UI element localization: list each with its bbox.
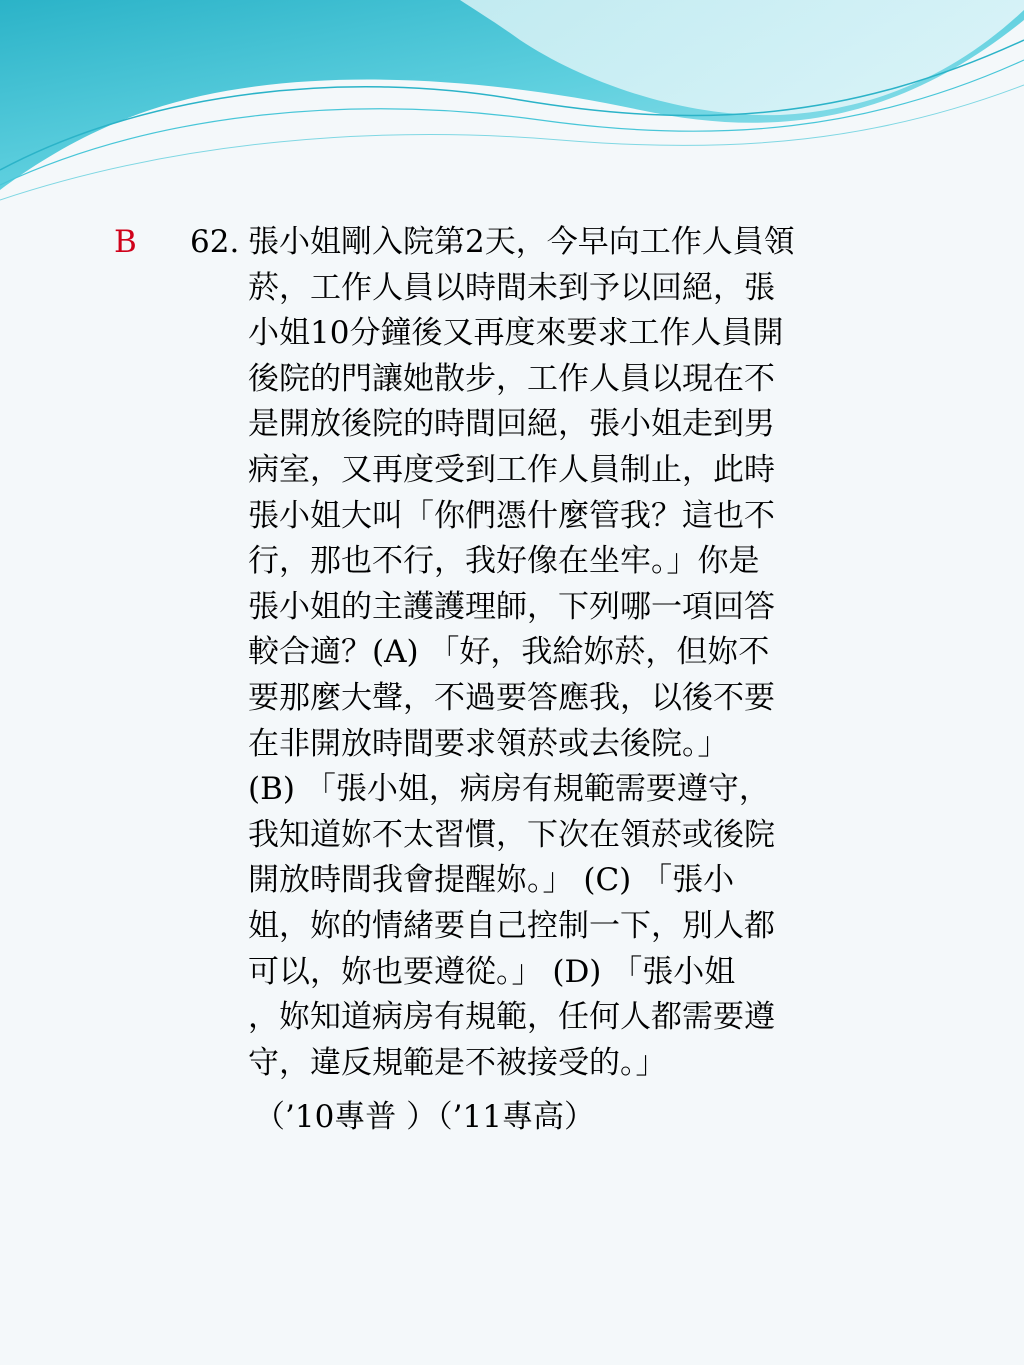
question-text xyxy=(248,222,928,1088)
decorative-wave-header xyxy=(0,0,1024,230)
question-line: 菸，工作人員以時間未到予以回絕，張 xyxy=(248,269,775,306)
question-line: 姐，妳的情緒要自己控制一下，別人都 xyxy=(248,907,775,944)
question-line: 開放時間我會提醒妳。」 (C) 「張小 xyxy=(248,862,735,899)
question-line: 可以，妳也要遵從。」 (D) 「張小姐 xyxy=(248,953,736,990)
question-line: 張小姐剛入院第2天，今早向工作人員領 xyxy=(248,224,795,260)
question-line: 在非開放時間要求領菸或去後院。」 xyxy=(248,725,729,762)
question-number: 62. xyxy=(190,224,240,260)
question-line: 小姐10分鐘後又再度來要求工作人員開 xyxy=(248,315,784,352)
question-line: 較合適？(A) 「好，我給妳菸，但妳不 xyxy=(248,634,770,671)
question-line: 是開放後院的時間回絕，張小姐走到男 xyxy=(248,406,775,443)
question-line: 張小姐大叫「你們憑什麼管我？這也不 xyxy=(248,497,775,534)
question-line: ，妳知道病房有規範，任何人都需要遵 xyxy=(248,999,775,1036)
question-line: 守，違反規範是不被接受的。」 xyxy=(248,1044,667,1081)
question-line: 行，那也不行，我好像在坐牢。」你是 xyxy=(248,543,760,580)
question-line: 張小姐的主護護理師，下列哪一項回答 xyxy=(248,588,775,625)
question-line: 我知道妳不太習慣，下次在領菸或後院 xyxy=(248,816,775,853)
question-line: 要那麼大聲，不過要答應我，以後不要 xyxy=(248,679,775,716)
question-line: 後院的門讓她散步，工作人員以現在不 xyxy=(248,360,775,397)
exam-source: （’10專普 ）（’11專高） xyxy=(254,1099,595,1135)
question-line: (B) 「張小姐，病房有規範需要遵守， xyxy=(248,771,770,808)
answer-letter: B xyxy=(114,224,137,260)
question-line: 病室，又再度受到工作人員制止，此時 xyxy=(248,451,775,488)
